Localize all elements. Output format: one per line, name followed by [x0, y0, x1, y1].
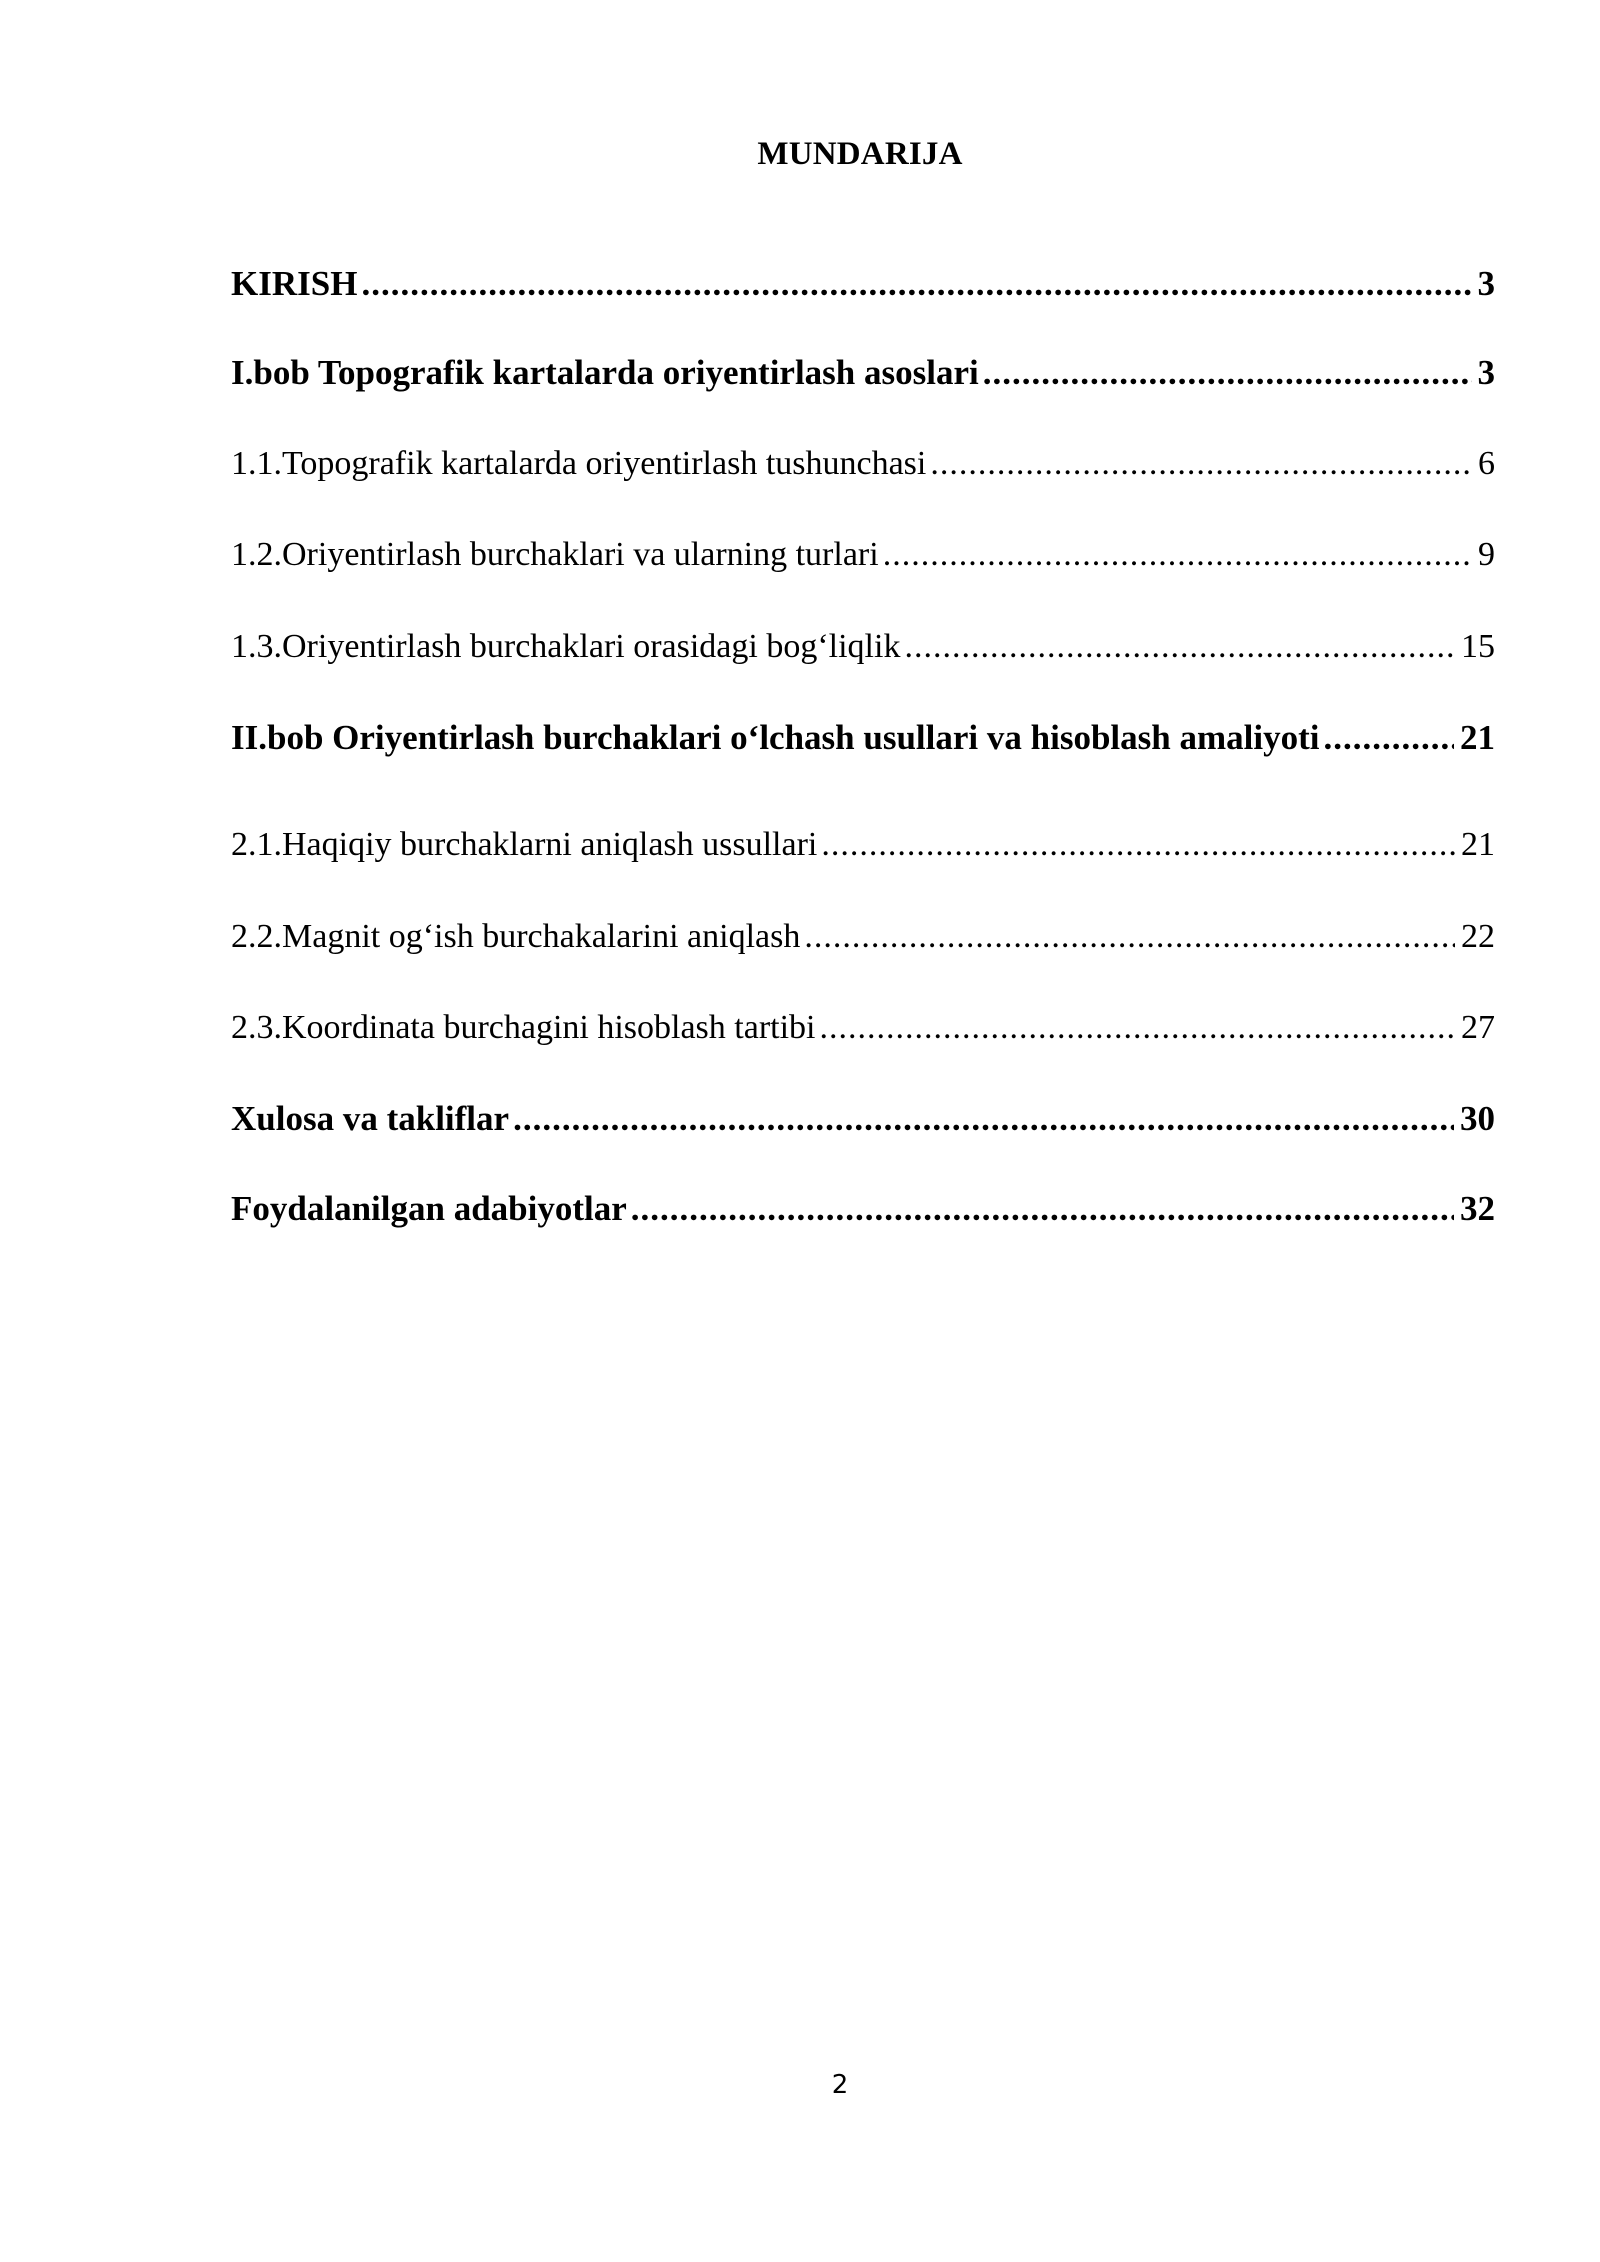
toc-dot-leader	[883, 532, 1472, 578]
toc-entry-page: 22	[1461, 918, 1495, 955]
toc-entry-page: 3	[1477, 353, 1495, 392]
toc-entry-section-1-3[interactable]	[231, 624, 1495, 670]
toc-entry-conclusion[interactable]	[231, 1096, 1495, 1142]
toc-entry-label: 1.1.Topografik kartalarda oriyentirlash tushunchasi	[231, 445, 927, 482]
table-of-contents	[231, 0, 1495, 2262]
toc-entry-label: 2.3.Koordinata burchagini hisoblash tartibi	[231, 1009, 816, 1046]
toc-entry-section-1-1[interactable]	[231, 441, 1495, 487]
toc-dot-leader	[631, 1186, 1454, 1232]
toc-entry-page: 30	[1460, 1099, 1495, 1138]
toc-entry-label: KIRISH	[231, 264, 358, 303]
toc-entry-kirish[interactable]	[231, 261, 1495, 307]
toc-entry-page: 21	[1460, 718, 1495, 757]
toc-dot-leader	[361, 261, 1471, 307]
toc-entry-label: 2.1.Haqiqiy burchaklarni aniqlash ussullari	[231, 826, 818, 863]
toc-entry-label: II.bob Oriyentirlash burchaklari o‘lchash usullari va hisoblash amaliyoti	[231, 718, 1320, 757]
toc-dot-leader	[513, 1096, 1454, 1142]
toc-entry-chapter-1[interactable]	[231, 350, 1495, 396]
toc-entry-page: 9	[1478, 536, 1495, 573]
toc-entry-page: 15	[1461, 628, 1495, 665]
page-number: 2	[831, 2070, 849, 2100]
toc-entry-page: 27	[1461, 1009, 1495, 1046]
toc-entry-references[interactable]	[231, 1186, 1495, 1232]
toc-entry-chapter-2[interactable]	[231, 715, 1495, 761]
toc-entry-label: Xulosa va takliflar	[231, 1099, 510, 1138]
toc-entry-label: 1.3.Oriyentirlash burchaklari orasidagi bog‘liqlik	[231, 628, 901, 665]
toc-entry-label: 2.2.Magnit og‘ish burchakalarini aniqlash	[231, 918, 801, 955]
toc-dot-leader	[983, 350, 1472, 396]
toc-entry-label: 1.2.Oriyentirlash burchaklari va ularning turlari	[231, 536, 879, 573]
toc-entry-page: 32	[1460, 1189, 1495, 1228]
toc-dot-leader	[804, 914, 1455, 960]
toc-dot-leader	[930, 441, 1472, 487]
toc-entry-page: 3	[1477, 264, 1495, 303]
toc-dot-leader	[904, 624, 1455, 670]
toc-entry-page: 21	[1461, 826, 1495, 863]
toc-dot-leader	[821, 822, 1455, 868]
page-title: MUNDARIJA	[757, 136, 963, 172]
toc-entry-section-1-2[interactable]	[231, 532, 1495, 578]
toc-entry-section-2-3[interactable]	[231, 1005, 1495, 1051]
toc-entry-page: 6	[1478, 445, 1495, 482]
toc-entry-label: Foydalanilgan adabiyotlar	[231, 1189, 627, 1228]
toc-dot-leader	[820, 1005, 1456, 1051]
toc-entry-section-2-2[interactable]	[231, 914, 1495, 960]
toc-dot-leader	[1323, 715, 1454, 761]
toc-entry-label: I.bob Topografik kartalarda oriyentirlash asoslari	[231, 353, 979, 392]
toc-entry-section-2-1[interactable]	[231, 822, 1495, 868]
